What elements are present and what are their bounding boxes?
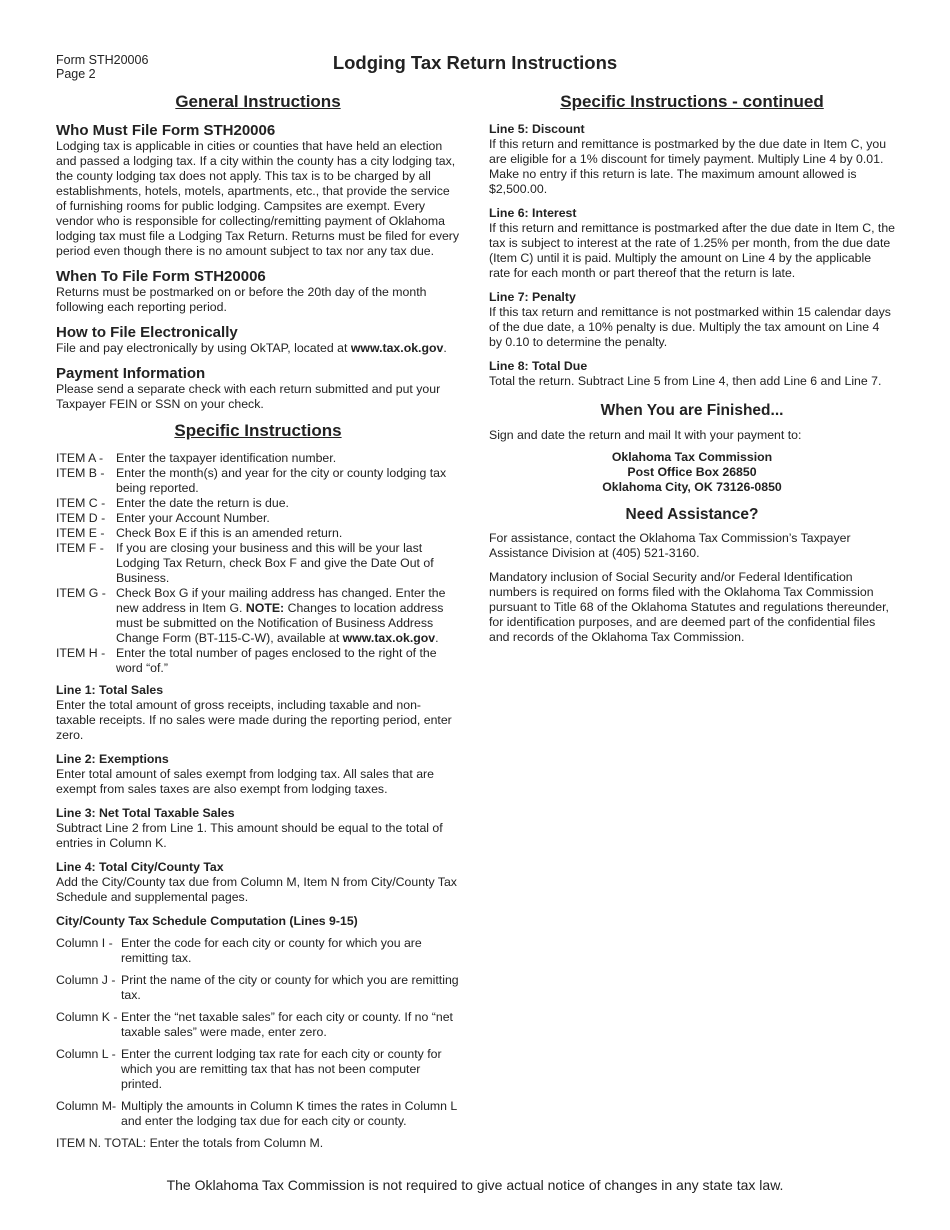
- item-text: Enter the month(s) and year for the city or county lodging tax being reported.: [116, 466, 447, 495]
- payment-information-text: Please send a separate check with each return submitted and put your Taxpayer FEIN or SSN on your check.: [56, 382, 441, 411]
- column-text: Print the name of the city or county for which you are remitting tax.: [121, 973, 459, 1002]
- address-line: Oklahoma Tax Commission: [611, 450, 773, 464]
- column-label: Column M-: [56, 1099, 117, 1113]
- line7-section: [489, 290, 895, 350]
- item-text: Check Box E if this is an amended return.: [116, 526, 343, 540]
- specific-instructions-continued-heading: Specific Instructions - continued: [560, 92, 824, 111]
- address-line: Oklahoma City, OK 73126-0850: [602, 480, 782, 494]
- mandatory-inclusion-text: Mandatory inclusion of Social Security and/or Federal Identification numbers is required on forms filed with the Oklahoma Tax Commission pursuant to Title 68 of the Oklahoma Statutes and regulations thereunder, for identification purposes, and are deemed part of the confidential files and records of the Oklahoma Tax Commission.: [489, 570, 889, 644]
- line6-section: [489, 206, 895, 281]
- item-text: Enter the total number of pages enclosed to the right of the word “of.”: [116, 646, 437, 675]
- item-row: [56, 451, 460, 466]
- line5-heading: Line 5: Discount: [489, 122, 585, 136]
- column-label: Column K -: [56, 1010, 118, 1024]
- line2-section: [56, 752, 460, 797]
- line3-heading: Line 3: Net Total Taxable Sales: [56, 806, 235, 820]
- page-number: Page 2: [56, 67, 96, 81]
- when-to-file-text: Returns must be postmarked on or before the 20th day of the month following each reporting period.: [56, 285, 427, 314]
- item-g-text-1: Check Box G if your mailing address has changed. Enter the new address in Item G.: [116, 586, 446, 615]
- item-label: ITEM B -: [56, 466, 105, 480]
- assistance-text: For assistance, contact the Oklahoma Tax Commission’s Taxpayer Assistance Division at (405) 521-3160.: [489, 531, 851, 560]
- tax-website-link[interactable]: www.tax.ok.gov: [350, 341, 444, 355]
- payment-information-heading: Payment Information: [56, 365, 206, 382]
- column-text: Enter the code for each city or county for which you are remitting tax.: [121, 936, 422, 965]
- schedule-heading: City/County Tax Schedule Computation (Lines 9-15): [56, 914, 358, 928]
- column-label: Column I -: [56, 936, 113, 950]
- sentence-end: .: [435, 631, 439, 645]
- line5-section: [489, 122, 895, 197]
- column-label: Column J -: [56, 973, 116, 987]
- line1-section: [56, 683, 460, 743]
- item-text: If you are closing your business and this will be your last Lodging Tax Return, check Box F and give the Date Out of Business.: [116, 541, 434, 585]
- form-number: Form STH20006: [56, 53, 149, 67]
- item-text: Enter your Account Number.: [116, 511, 270, 525]
- item-label: ITEM D -: [56, 511, 106, 525]
- footer-notice: The Oklahoma Tax Commission is not required to give actual notice of changes in any state tax law.: [166, 1177, 784, 1193]
- column-row: [56, 1047, 460, 1092]
- item-row: [56, 526, 460, 541]
- line2-heading: Line 2: Exemptions: [56, 752, 169, 766]
- item-label: ITEM E -: [56, 526, 105, 540]
- line6-text: If this return and remittance is postmarked after the due date in Item C, the tax is subject to interest at the rate of 1.25% per month, from the due date (Item C) until it is paid. Multiply the amount on Line 4 by the applicable rate for each month or part thereof that the return is late.: [489, 221, 896, 280]
- who-must-file-section: [56, 122, 460, 259]
- item-row: [56, 496, 460, 511]
- payment-information-section: [56, 365, 460, 412]
- column-list: [56, 936, 460, 1129]
- who-must-file-heading: Who Must File Form STH20006: [56, 122, 276, 139]
- line8-text: Total the return. Subtract Line 5 from Line 4, then add Line 6 and Line 7.: [489, 374, 882, 388]
- specific-instructions-heading: Specific Instructions: [174, 421, 342, 440]
- line3-text: Subtract Line 2 from Line 1. This amount should be equal to the total of entries in Column K.: [56, 821, 443, 850]
- left-column: [56, 92, 460, 1151]
- sentence-end: .: [443, 341, 447, 355]
- line7-text: If this tax return and remittance is not postmarked within 15 calendar days of the due date, a 10% penalty is due. Multiply the tax amount on Line 4 by 0.10 to determine the penalty.: [489, 305, 891, 349]
- column-text: Enter the “net taxable sales” for each city or county. If no “net taxable sales” were made, enter zero.: [121, 1010, 453, 1039]
- column-row: [56, 1010, 460, 1040]
- line8-heading: Line 8: Total Due: [489, 359, 588, 373]
- item-row: [56, 586, 460, 646]
- item-list: [56, 451, 460, 676]
- item-label: ITEM C -: [56, 496, 106, 510]
- file-electronically-text: [56, 341, 460, 356]
- item-label: ITEM F -: [56, 541, 104, 555]
- line5-text: If this return and remittance is postmarked by the due date in Item C, you are eligible for a 1% discount for timely payment. Multiply Line 4 by 0.01. Make no entry if this return is late. The maximum amount allowed is $2,500.00.: [489, 137, 887, 196]
- file-electronically-sentence: File and pay electronically by using OkTAP, located at: [56, 341, 348, 355]
- when-to-file-section: [56, 268, 460, 315]
- line4-text: Add the City/County tax due from Column M, Item N from City/County Tax Schedule and supplemental pages.: [56, 875, 457, 904]
- item-label: ITEM A -: [56, 451, 104, 465]
- item-text: [116, 586, 460, 646]
- item-row: [56, 511, 460, 526]
- line4-heading: Line 4: Total City/County Tax: [56, 860, 224, 874]
- when-finished-heading: When You are Finished...: [600, 402, 784, 419]
- file-electronically-heading: How to File Electronically: [56, 324, 238, 341]
- item-n-text: ITEM N. TOTAL: Enter the totals from Column M.: [56, 1136, 324, 1150]
- column-text: Multiply the amounts in Column K times the rates in Column L and enter the lodging tax due for each city or county.: [121, 1099, 457, 1128]
- line1-text: Enter the total amount of gross receipts, including taxable and non-taxable receipts. If no sales were made during the reporting period, enter zero.: [56, 698, 452, 742]
- tax-website-link[interactable]: www.tax.ok.gov: [342, 631, 436, 645]
- column-row: [56, 936, 460, 966]
- item-text: Enter the taxpayer identification number.: [116, 451, 337, 465]
- when-finished-text: Sign and date the return and mail It with your payment to:: [489, 428, 802, 442]
- line1-heading: Line 1: Total Sales: [56, 683, 164, 697]
- item-label: ITEM G -: [56, 586, 106, 600]
- item-text: Enter the date the return is due.: [116, 496, 289, 510]
- file-electronically-section: [56, 324, 460, 356]
- line7-heading: Line 7: Penalty: [489, 290, 576, 304]
- line8-section: [489, 359, 895, 389]
- column-row: [56, 1099, 460, 1129]
- item-label: ITEM H -: [56, 646, 106, 660]
- column-row: [56, 973, 460, 1003]
- mailing-address: [489, 450, 895, 495]
- address-line: Post Office Box 26850: [627, 465, 757, 479]
- line3-section: [56, 806, 460, 851]
- item-g-text-2: Changes to location address must be submitted on the Notification of Business Address Change Form (BT-115-C-W), available at: [116, 601, 444, 645]
- right-column: [489, 92, 895, 645]
- line2-text: Enter total amount of sales exempt from lodging tax. All sales that are exempt from sales taxes are also exempt from lodging taxes.: [56, 767, 434, 796]
- who-must-file-text: Lodging tax is applicable in cities or counties that have held an election and passed a lodging tax. If a city within the county has a city lodging tax, the county lodging tax does not apply. This tax is to be charged by all establishments, hotels, motels, apartments, etc., that provide the service of furnishing rooms for public lodging. Campsites are exempt. Every vendor who is responsible for collecting/remitting payment of Oklahoma lodging tax must file a Lodging Tax Return. Returns must be filed for every period even though there is no amount subject to tax nor any tax due.: [56, 139, 460, 258]
- column-label: Column L -: [56, 1047, 116, 1061]
- general-instructions-heading: General Instructions: [175, 92, 341, 111]
- item-row: [56, 541, 460, 586]
- when-to-file-heading: When To File Form STH20006: [56, 268, 266, 285]
- page-title: Lodging Tax Return Instructions: [332, 52, 618, 73]
- need-assistance-heading: Need Assistance?: [625, 506, 759, 523]
- item-row: [56, 646, 460, 676]
- item-row: [56, 466, 460, 496]
- line6-heading: Line 6: Interest: [489, 206, 577, 220]
- column-text: Enter the current lodging tax rate for each city or county for which you are remitting tax that has not been computer printed.: [121, 1047, 442, 1091]
- note-label: NOTE:: [245, 601, 285, 615]
- line4-section: [56, 860, 460, 905]
